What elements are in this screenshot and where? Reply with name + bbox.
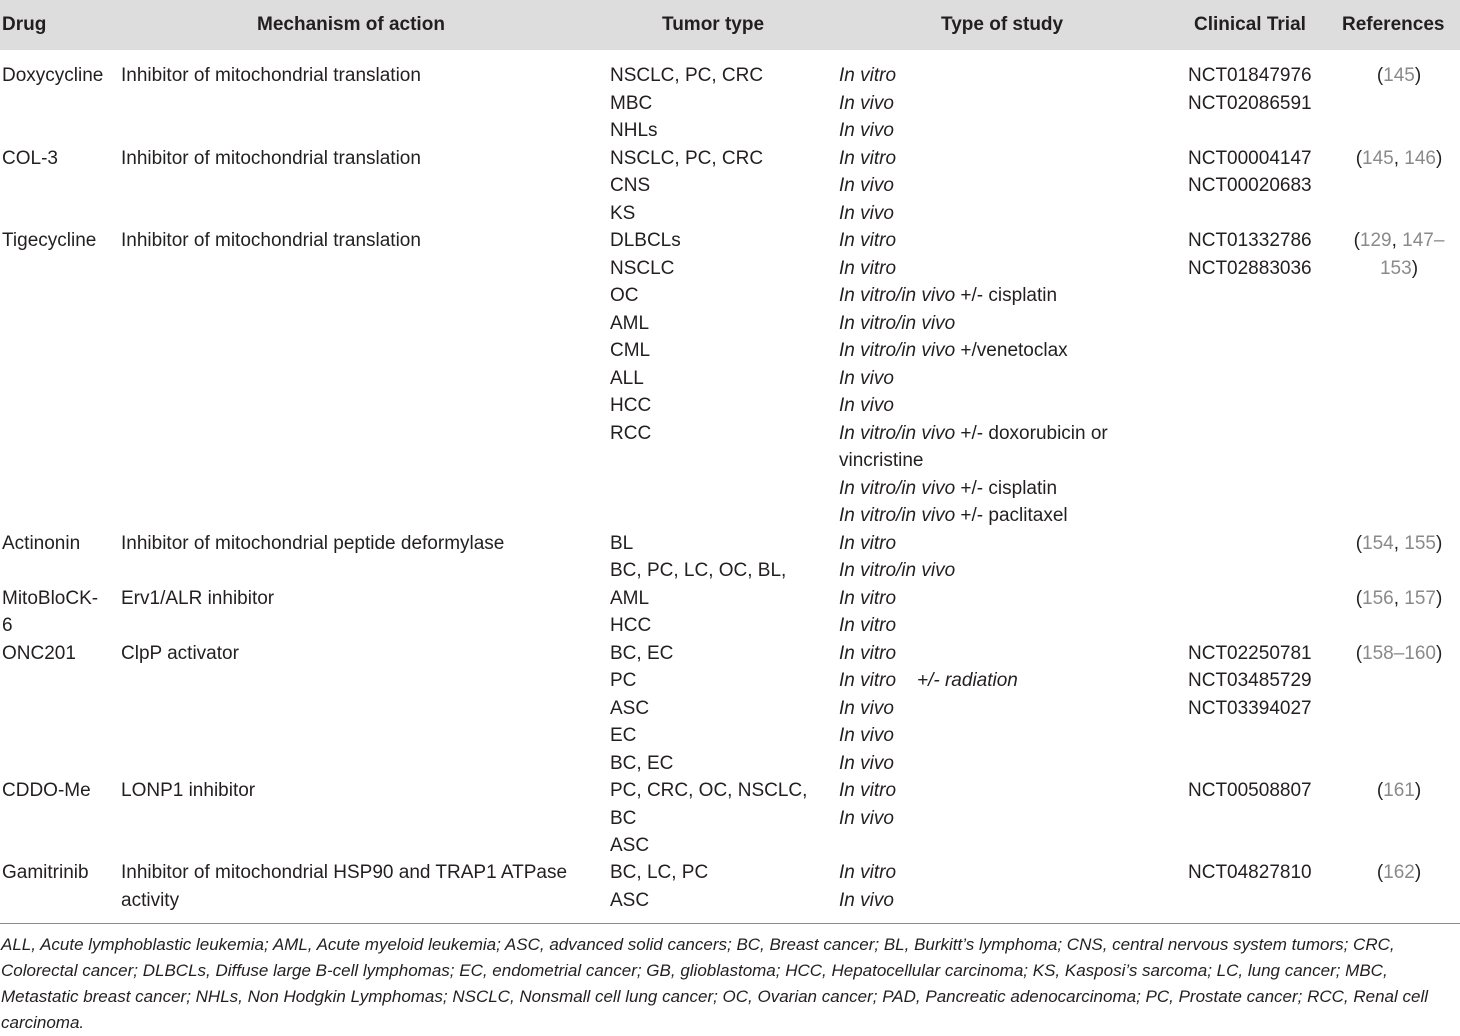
- tumor-type: ASC: [610, 835, 650, 856]
- study-type: In vivo: [839, 175, 894, 196]
- drug-name: MitoBloCK-: [2, 587, 99, 609]
- references: (158–160): [1355, 642, 1443, 664]
- clinical-trial-id: NCT02086591: [1188, 92, 1312, 114]
- study-type: In vivo: [839, 697, 894, 719]
- reference-link[interactable]: 153: [1379, 257, 1412, 279]
- tumor-type: PC: [610, 670, 637, 691]
- tumor-type: ASC: [610, 697, 650, 719]
- reference-link[interactable]: 129: [1359, 230, 1392, 251]
- reference-link[interactable]: 155: [1404, 532, 1436, 554]
- study-type: In vitro: [839, 670, 897, 691]
- drug-name: COL-3: [2, 147, 58, 169]
- study-type: In vivo: [839, 92, 894, 114]
- tumor-type: BC, PC, LC, OC, BL,: [610, 560, 787, 581]
- study-type: In vivo: [839, 725, 894, 746]
- mechanism: LONP1 inhibitor: [121, 780, 256, 801]
- reference-link[interactable]: 146: [1404, 147, 1436, 169]
- header-references: References: [1342, 14, 1445, 35]
- tumor-type: CML: [610, 340, 651, 361]
- reference-link[interactable]: 154: [1362, 532, 1394, 554]
- tumor-type: BC, EC: [610, 642, 674, 664]
- tumor-type: ASC: [610, 889, 650, 911]
- mechanism: Erv1/ALR inhibitor: [121, 587, 275, 609]
- clinical-trial-id: NCT00020683: [1188, 175, 1312, 196]
- mechanism: Inhibitor of mitochondrial translation: [121, 65, 421, 86]
- study-type: In vitro: [839, 615, 897, 636]
- references: (145): [1376, 65, 1422, 86]
- table-footnote: ALL, Acute lymphoblastic leukemia; AML, Acute myeloid leukemia; ASC, advanced solid cancers; BC, Breast cancer; BL, Burkitt’s lymphoma; CNS, central nervous system tumors; CRC, Colorectal cancer; DLBCLs, Diffuse large B-cell lymphomas; EC, endometrial cancer; GB, glioblastoma; HCC, Hepatocellular carcinoma; KS, Kasposi’s sarcoma; LC, lung cancer; MBC, Metastatic breast cancer; NHLs, Non Hodgkin Lymphomas; NSCLC, Nonsmall cell lung cancer; OC, Ovarian cancer; PAD, Pancreatic adenocarcinoma; PC, Prostate cancer; RCC, Renal cell carcinoma.: [1, 935, 1429, 1032]
- tumor-type: BC, LC, PC: [610, 862, 709, 883]
- drug-name: Actinonin: [2, 532, 81, 554]
- tumor-type: NSCLC, PC, CRC: [610, 65, 764, 86]
- study-type: In vitro/in vivo +/venetoclax: [839, 340, 1068, 361]
- references: 153): [1379, 257, 1419, 279]
- clinical-trial-id: NCT01847976: [1188, 65, 1312, 86]
- study-type: In vivo: [839, 120, 894, 141]
- tumor-type: EC: [610, 725, 637, 746]
- clinical-trial-id: NCT03485729: [1188, 670, 1312, 691]
- study-type: In vitro: [839, 257, 897, 279]
- study-type: In vitro: [839, 230, 897, 251]
- references: (129, 147–: [1353, 230, 1445, 251]
- mechanism: ClpP activator: [121, 642, 239, 664]
- header-tumor-type: Tumor type: [662, 14, 765, 35]
- tumor-type: ALL: [610, 367, 644, 389]
- study-type: In vivo: [839, 752, 894, 774]
- reference-link[interactable]: 156: [1362, 587, 1394, 609]
- tumor-type: AML: [610, 587, 650, 609]
- table-header: [0, 0, 1460, 50]
- table-bottom-rule: [0, 923, 1460, 924]
- mechanism: Inhibitor of mitochondrial peptide deformylase: [121, 532, 505, 554]
- drug-name: Gamitrinib: [2, 862, 89, 883]
- tumor-type: BC: [610, 807, 637, 829]
- references: (145, 146): [1355, 147, 1443, 169]
- tumor-type: RCC: [610, 422, 652, 444]
- tumor-type: MBC: [610, 92, 653, 114]
- study-type: In vitro/in vivo +/- cisplatin: [839, 477, 1058, 499]
- study-type: In vitro/in vivo +/- paclitaxel: [839, 505, 1068, 526]
- drug-name: 6: [2, 615, 13, 636]
- study-type: In vivo: [839, 395, 894, 416]
- tumor-type: NSCLC: [610, 257, 675, 279]
- references: (162): [1376, 862, 1422, 883]
- clinical-trial-id: NCT00004147: [1188, 147, 1312, 169]
- study-type: vincristine: [839, 450, 924, 471]
- header-clinical-trial: Clinical Trial: [1194, 14, 1306, 35]
- tumor-type: OC: [610, 285, 639, 306]
- reference-link[interactable]: 145: [1383, 65, 1415, 86]
- study-type: In vitro: [839, 642, 897, 664]
- drug-name: Doxycycline: [2, 65, 104, 86]
- study-type: In vitro: [839, 65, 897, 86]
- reference-link[interactable]: 162: [1383, 862, 1415, 883]
- reference-link[interactable]: 147–: [1402, 230, 1445, 251]
- study-note: +/- radiation: [917, 670, 1018, 691]
- study-type: In vitro/in vivo: [839, 560, 956, 581]
- mechanism: Inhibitor of mitochondrial translation: [121, 147, 421, 169]
- study-type: In vivo: [839, 367, 894, 389]
- study-type: In vitro: [839, 780, 897, 801]
- tumor-type: BC, EC: [610, 752, 674, 774]
- mechanism: Inhibitor of mitochondrial HSP90 and TRAP1 ATPase: [121, 862, 568, 883]
- tumor-type: DLBCLs: [610, 230, 681, 251]
- tumor-type: KS: [610, 202, 636, 224]
- tumor-type: BL: [610, 532, 634, 554]
- tumor-type: HCC: [610, 615, 652, 636]
- tumor-type: PC, CRC, OC, NSCLC,: [610, 780, 808, 801]
- mechanism: activity: [121, 889, 180, 911]
- study-type: In vitro: [839, 587, 897, 609]
- reference-link[interactable]: 157: [1404, 587, 1436, 609]
- references: (161): [1376, 780, 1422, 801]
- mechanism: Inhibitor of mitochondrial translation: [121, 230, 421, 251]
- clinical-trial-id: NCT02883036: [1188, 257, 1312, 279]
- header-mechanism: Mechanism of action: [257, 14, 445, 35]
- tumor-type: NHLs: [610, 120, 658, 141]
- tumor-type: NSCLC, PC, CRC: [610, 147, 764, 169]
- tumor-type: AML: [610, 312, 650, 334]
- clinical-trial-id: NCT04827810: [1188, 862, 1312, 883]
- clinical-trial-id: NCT01332786: [1188, 230, 1312, 251]
- clinical-trial-id: NCT03394027: [1188, 697, 1312, 719]
- study-type: In vitro/in vivo +/- doxorubicin or: [839, 422, 1108, 444]
- tumor-type: CNS: [610, 175, 651, 196]
- clinical-trial-id: NCT02250781: [1188, 642, 1312, 664]
- study-type: In vitro: [839, 147, 897, 169]
- drug-name: CDDO-Me: [2, 780, 91, 801]
- tumor-type: HCC: [610, 395, 652, 416]
- references: (154, 155): [1355, 532, 1443, 554]
- reference-link[interactable]: 145: [1362, 147, 1394, 169]
- drug-name: ONC201: [2, 642, 76, 664]
- study-type: In vivo: [839, 889, 894, 911]
- study-type: In vitro/in vivo +/- cisplatin: [839, 285, 1058, 306]
- study-type: In vitro: [839, 532, 897, 554]
- reference-link[interactable]: 158–160: [1362, 642, 1436, 664]
- study-type: In vitro/in vivo: [839, 312, 956, 334]
- header-drug: Drug: [2, 14, 47, 35]
- study-type: In vivo: [839, 807, 894, 829]
- study-type: In vitro: [839, 862, 897, 883]
- reference-link[interactable]: 161: [1383, 780, 1415, 801]
- references: (156, 157): [1355, 587, 1443, 609]
- drug-name: Tigecycline: [2, 230, 97, 251]
- header-type-of-study: Type of study: [941, 14, 1064, 35]
- clinical-trial-id: NCT00508807: [1188, 780, 1312, 801]
- study-type: In vivo: [839, 202, 894, 224]
